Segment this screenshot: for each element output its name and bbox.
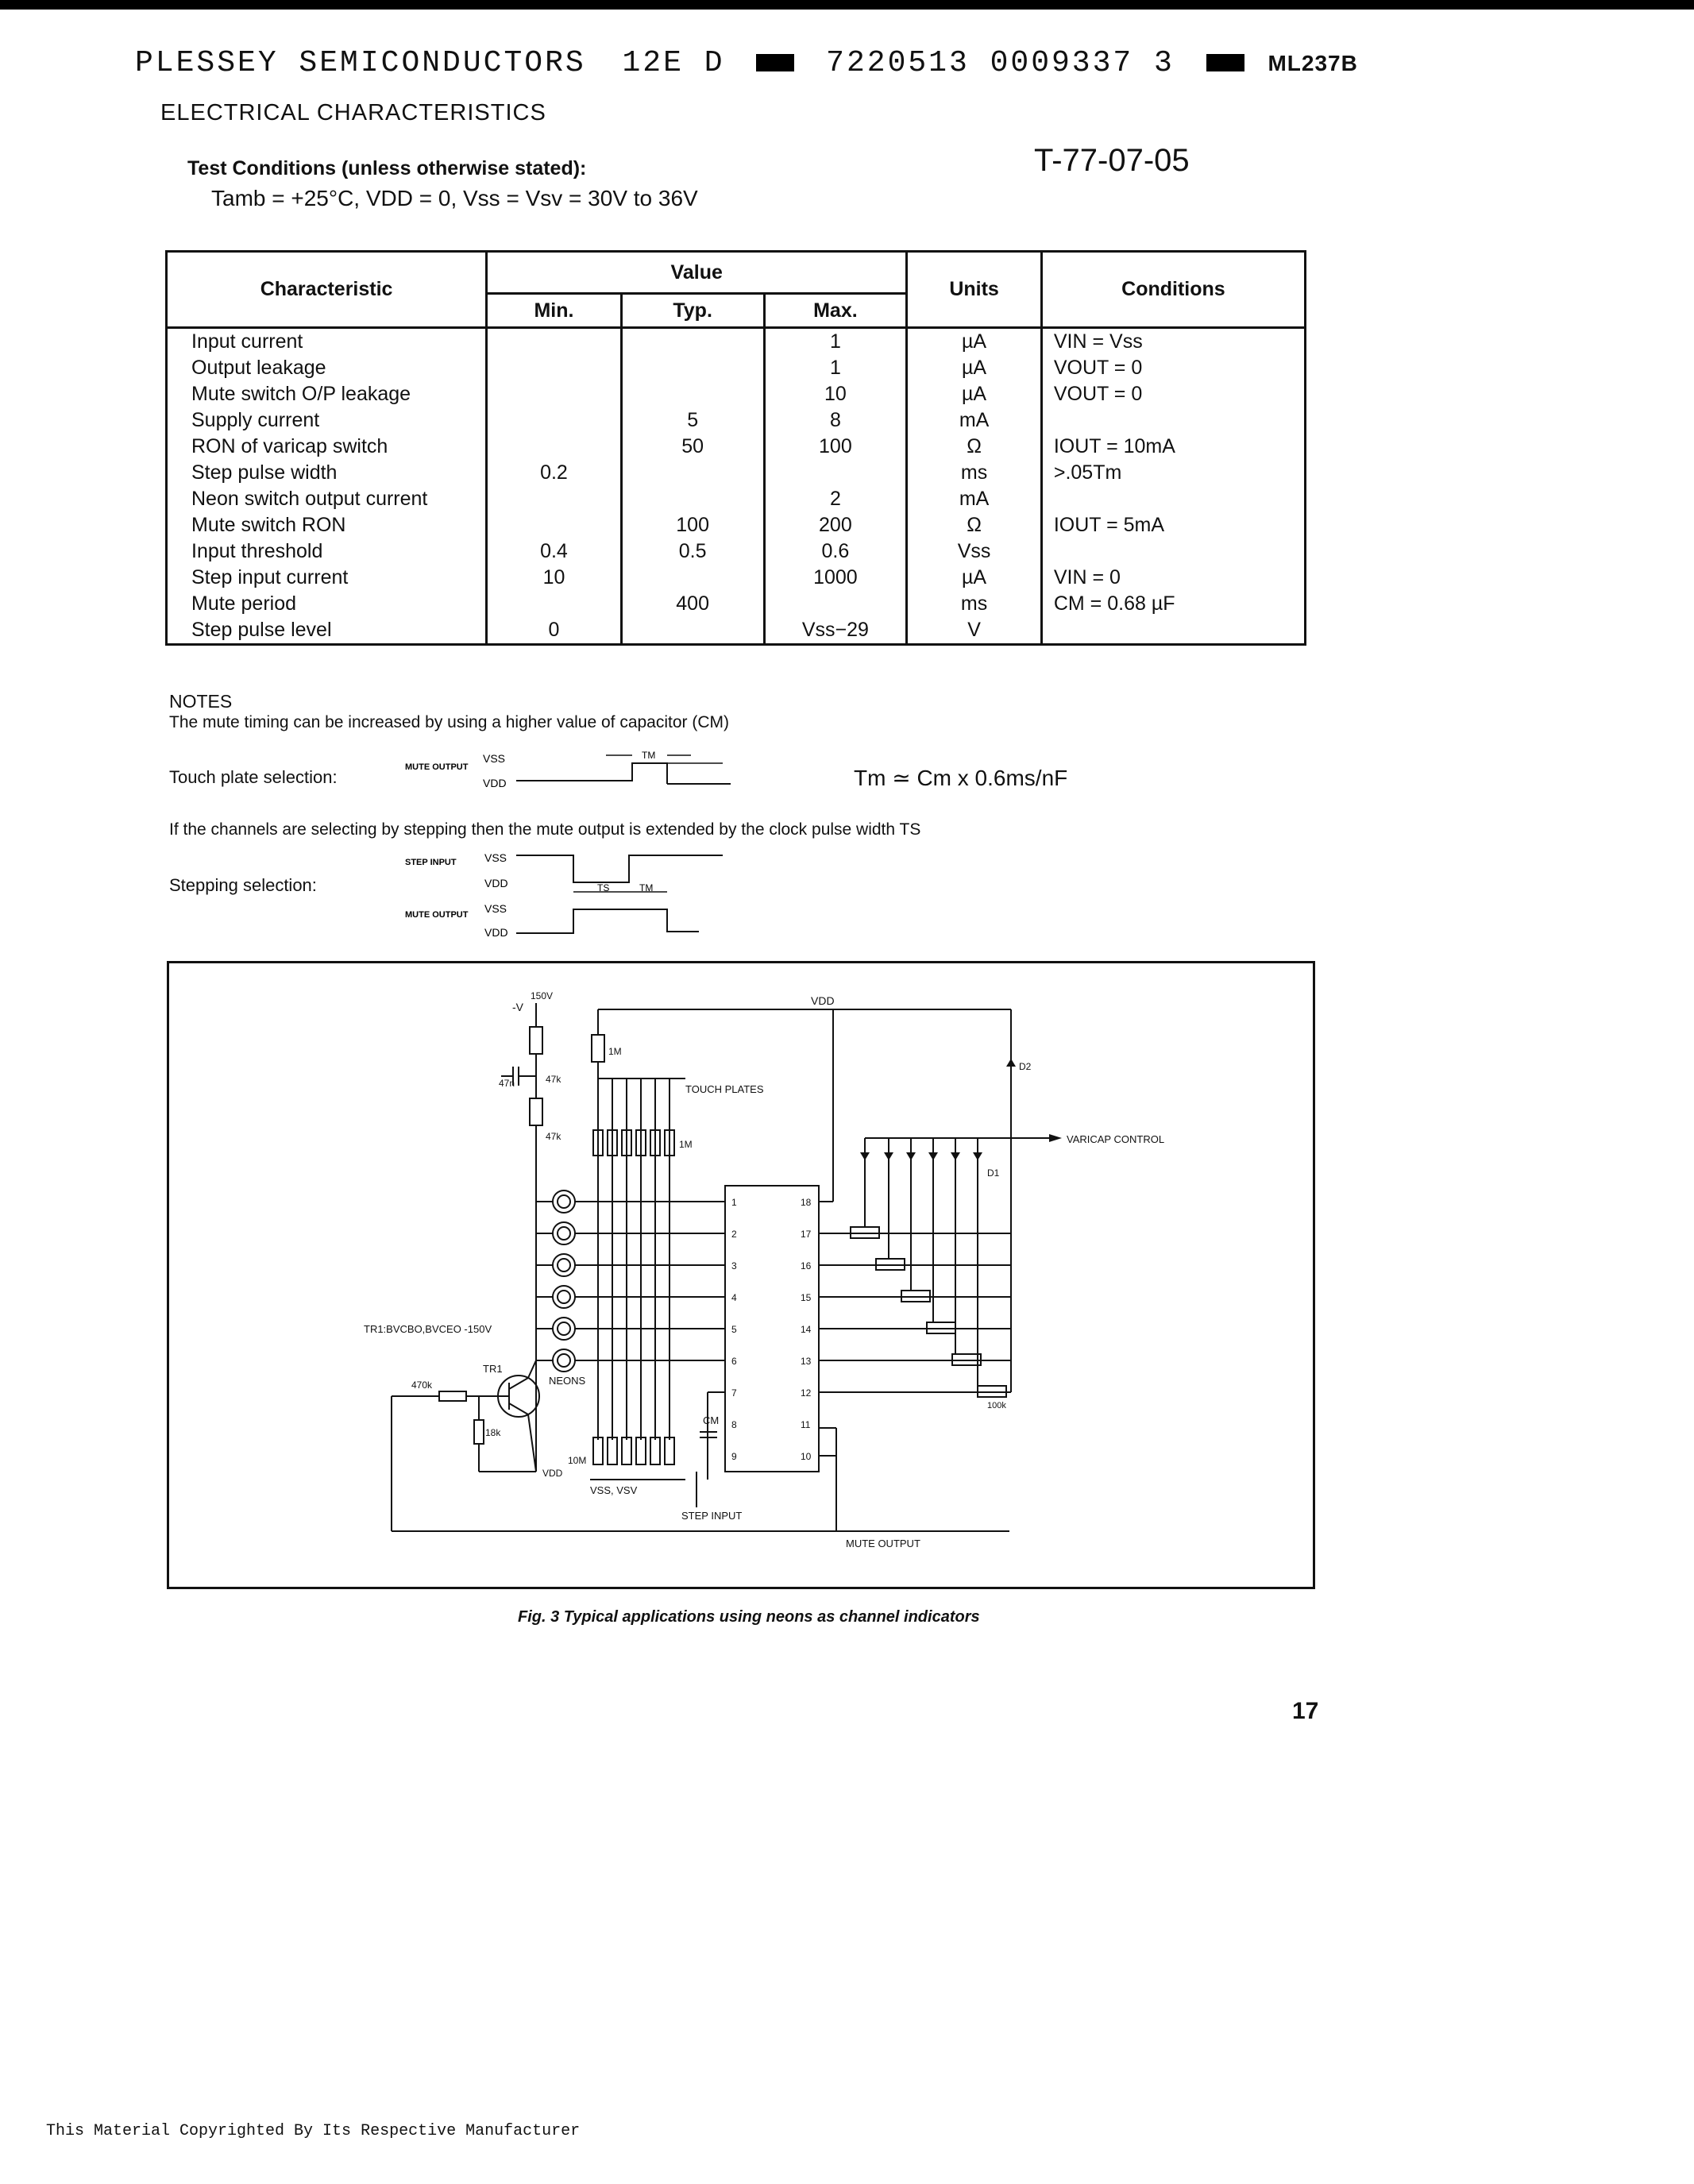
fig-step-input: STEP INPUT (681, 1510, 743, 1522)
header-characteristic: Characteristic (167, 252, 487, 328)
cell-units: V (907, 617, 1042, 645)
cell-char: Step input current (167, 565, 487, 591)
cell-char: RON of varicap switch (167, 434, 487, 460)
cell-char: Neon switch output current (167, 486, 487, 512)
ic-pin-right: 17 (801, 1229, 812, 1240)
cell-min (487, 486, 622, 512)
ic-pin-left: 2 (731, 1229, 737, 1240)
cell-min (487, 355, 622, 381)
table-row (167, 591, 1306, 617)
preset-potentiometers (851, 1227, 1006, 1397)
cell-max: 2 (764, 486, 907, 512)
ic-pin-left: 8 (731, 1419, 737, 1430)
cell-typ (621, 381, 764, 407)
ic-pin-right: 10 (801, 1451, 812, 1462)
header-conditions: Conditions (1041, 252, 1305, 328)
fig-vdd-top: VDD (811, 994, 835, 1007)
header-code-1: 12E D (622, 46, 725, 80)
table-row (167, 486, 1306, 512)
cell-max: Vss−29 (764, 617, 907, 645)
vdd-label: VDD (483, 777, 507, 789)
resistor-47k-b (530, 1098, 542, 1125)
fig-10m: 10M (568, 1455, 587, 1466)
cell-min (487, 512, 622, 538)
cell-cond: CM = 0.68 µF (1041, 591, 1305, 617)
fig-100k: 100k (987, 1401, 1006, 1410)
part-number: ML237B (1268, 51, 1358, 75)
vss-label: VSS (483, 752, 506, 765)
tm-label: TM (642, 750, 656, 761)
table-row (167, 565, 1306, 591)
cell-typ: 400 (621, 591, 764, 617)
header-block-mark (756, 54, 794, 71)
ic-pin-left: 7 (731, 1387, 737, 1399)
table-row (167, 617, 1306, 645)
fig-d1: D1 (987, 1167, 1000, 1179)
cell-typ (621, 460, 764, 486)
mute-output-label-2: MUTE OUTPUT (405, 910, 469, 920)
fig-47n: 47n (499, 1078, 515, 1089)
cell-typ (621, 486, 764, 512)
fig-470k: 470k (411, 1379, 433, 1391)
page-header (135, 46, 1358, 80)
test-conditions-heading: Test Conditions (unless otherwise stated): (187, 157, 587, 179)
cell-max (764, 591, 907, 617)
touch-plate-label: Touch plate selection: (169, 767, 338, 787)
table-row (167, 381, 1306, 407)
notes-line-2: If the channels are selecting by stepping then the mute output is extended by the clock pulse width TS (169, 820, 921, 839)
ic-pin-left: 1 (731, 1197, 737, 1208)
fig-47k-b: 47k (546, 1131, 561, 1142)
cell-char: Input threshold (167, 538, 487, 565)
cell-max: 1 (764, 328, 907, 356)
cell-cond: VOUT = 0 (1041, 355, 1305, 381)
cell-char: Step pulse width (167, 460, 487, 486)
fig-touch-plates: TOUCH PLATES (685, 1083, 764, 1095)
fig-47k-a: 47k (546, 1074, 561, 1085)
cell-max: 200 (764, 512, 907, 538)
fig-neons: NEONS (549, 1375, 586, 1387)
document-reference: T-77-07-05 (1034, 143, 1190, 178)
neon-indicators (553, 1190, 575, 1372)
cell-max: 8 (764, 407, 907, 434)
cell-units: Ω (907, 434, 1042, 460)
table-row (167, 538, 1306, 565)
varicap-diode-columns (865, 1138, 978, 1386)
cell-units: Vss (907, 538, 1042, 565)
fig-minus-v: -V (512, 1001, 523, 1013)
cell-max: 100 (764, 434, 907, 460)
ic-pin-left: 6 (731, 1356, 737, 1367)
cell-char: Mute switch O/P leakage (167, 381, 487, 407)
resistor-18k (474, 1420, 484, 1444)
ic-pin-left: 3 (731, 1260, 737, 1271)
table-row (167, 434, 1306, 460)
cell-char: Input current (167, 328, 487, 356)
notes-title: NOTES (169, 691, 233, 712)
cell-min (487, 328, 622, 356)
cell-min (487, 381, 622, 407)
table-row (167, 460, 1306, 486)
page-number: 17 (1292, 1698, 1319, 1724)
ts-label: TS (597, 882, 610, 893)
cell-typ (621, 617, 764, 645)
fig-vss-vsv: VSS, VSV (590, 1484, 638, 1496)
header-units: Units (907, 252, 1042, 328)
resistor-1m-top (592, 1035, 604, 1062)
ic-pin-left: 9 (731, 1451, 737, 1462)
cell-max (764, 460, 907, 486)
ic-pin-right: 15 (801, 1292, 812, 1303)
mute-vdd-label: VDD (484, 926, 508, 939)
header-value: Value (487, 252, 907, 294)
cell-max: 1000 (764, 565, 907, 591)
cell-char: Mute switch RON (167, 512, 487, 538)
cell-min (487, 407, 622, 434)
application-circuit-schematic (169, 963, 1313, 1587)
cell-min (487, 591, 622, 617)
table-row (167, 355, 1306, 381)
cell-units: ms (907, 591, 1042, 617)
mute-vss-label: VSS (484, 902, 507, 915)
cell-min: 10 (487, 565, 622, 591)
fig-tr1: TR1 (483, 1363, 503, 1375)
ic-pin-left: 4 (731, 1292, 737, 1303)
cell-units: µA (907, 381, 1042, 407)
cell-cond: IOUT = 10mA (1041, 434, 1305, 460)
step-vss-label: VSS (484, 851, 507, 864)
cell-units: ms (907, 460, 1042, 486)
table-row (167, 512, 1306, 538)
fig-1m-mid: 1M (679, 1139, 693, 1150)
top-edge-bar (0, 0, 1694, 10)
cell-max: 1 (764, 355, 907, 381)
tm-step-label: TM (639, 882, 654, 893)
header-typ: Typ. (621, 294, 764, 328)
ic-pin-right: 13 (801, 1356, 812, 1367)
cell-min: 0 (487, 617, 622, 645)
cell-cond (1041, 407, 1305, 434)
cell-typ (621, 565, 764, 591)
ic-pin-labels (731, 1197, 812, 1462)
table-row (167, 407, 1306, 434)
cell-char: Output leakage (167, 355, 487, 381)
fig-150v: 150V (531, 990, 554, 1001)
header-code-2: 7220513 0009337 3 (826, 46, 1175, 80)
cell-max: 0.6 (764, 538, 907, 565)
cell-char: Step pulse level (167, 617, 487, 645)
cell-char: Supply current (167, 407, 487, 434)
cell-cond (1041, 617, 1305, 645)
cell-min: 0.2 (487, 460, 622, 486)
resistor-470k (439, 1391, 466, 1401)
cell-units: Ω (907, 512, 1042, 538)
notes-line-1: The mute timing can be increased by using a higher value of capacitor (CM) (169, 713, 730, 731)
cell-typ: 50 (621, 434, 764, 460)
fig-vdd-bot: VDD (542, 1468, 563, 1479)
diode-symbols (860, 1059, 1062, 1160)
header-min: Min. (487, 294, 622, 328)
cell-cond: VOUT = 0 (1041, 381, 1305, 407)
cell-units: µA (907, 355, 1042, 381)
step-input-waveform (516, 855, 723, 882)
cell-min (487, 434, 622, 460)
cell-cond (1041, 538, 1305, 565)
touch-mute-waveform (516, 763, 667, 784)
stepping-label: Stepping selection: (169, 875, 317, 895)
cell-min: 0.4 (487, 538, 622, 565)
cell-cond: VIN = Vss (1041, 328, 1305, 356)
fig-d2: D2 (1019, 1061, 1032, 1072)
cell-units: mA (907, 407, 1042, 434)
company-name: PLESSEY SEMICONDUCTORS (135, 46, 586, 80)
copyright-notice: This Material Copyrighted By Its Respective Manufacturer (46, 2122, 581, 2140)
ic-pin-right: 18 (801, 1197, 812, 1208)
cell-max: 10 (764, 381, 907, 407)
touch-plate-timing-diagram (397, 743, 747, 790)
electrical-characteristics-table (165, 250, 1306, 646)
cell-units: µA (907, 328, 1042, 356)
test-conditions-line: Tamb = +25°C, VDD = 0, Vss = Vsv = 30V to 36V (211, 186, 698, 210)
ic-pin-right: 14 (801, 1324, 812, 1335)
cell-cond (1041, 486, 1305, 512)
cell-typ (621, 328, 764, 356)
cell-char: Mute period (167, 591, 487, 617)
cell-typ: 100 (621, 512, 764, 538)
cell-typ: 0.5 (621, 538, 764, 565)
stepping-timing-diagram (397, 846, 747, 941)
cell-cond: >.05Tm (1041, 460, 1305, 486)
ic-pin-left: 5 (731, 1324, 737, 1335)
ic-pin-right: 12 (801, 1387, 812, 1399)
cell-typ: 5 (621, 407, 764, 434)
fig-varicap: VARICAP CONTROL (1067, 1133, 1165, 1145)
mute-formula: Tm ≃ Cm x 0.6ms/nF (854, 766, 1068, 790)
fig-1m-top: 1M (608, 1046, 622, 1057)
touch-plate-columns (593, 1078, 674, 1464)
header-block-mark-2 (1206, 54, 1244, 71)
fig-tr1-spec: TR1:BVCBO,BVCEO -150V (364, 1323, 492, 1335)
step-vdd-label: VDD (484, 877, 508, 889)
table-row (167, 328, 1306, 356)
ic-pin-right: 16 (801, 1260, 812, 1271)
cell-units: mA (907, 486, 1042, 512)
cell-units: µA (907, 565, 1042, 591)
figure-caption: Fig. 3 Typical applications using neons as channel indicators (518, 1608, 980, 1626)
step-input-label: STEP INPUT (405, 858, 457, 867)
ic-pin-right: 11 (801, 1419, 811, 1430)
figure-frame (167, 961, 1315, 1589)
cell-cond: VIN = 0 (1041, 565, 1305, 591)
output-rows (819, 1009, 1011, 1392)
fig-mute-output: MUTE OUTPUT (846, 1538, 920, 1549)
step-mute-waveform (516, 909, 699, 933)
fig-cm: CM (703, 1414, 720, 1426)
fig-18k: 18k (485, 1427, 501, 1438)
cell-cond: IOUT = 5mA (1041, 512, 1305, 538)
cell-typ (621, 355, 764, 381)
mute-output-label: MUTE OUTPUT (405, 762, 469, 772)
resistor-47k-a (530, 1027, 542, 1054)
header-max: Max. (764, 294, 907, 328)
section-title: ELECTRICAL CHARACTERISTICS (160, 100, 546, 125)
